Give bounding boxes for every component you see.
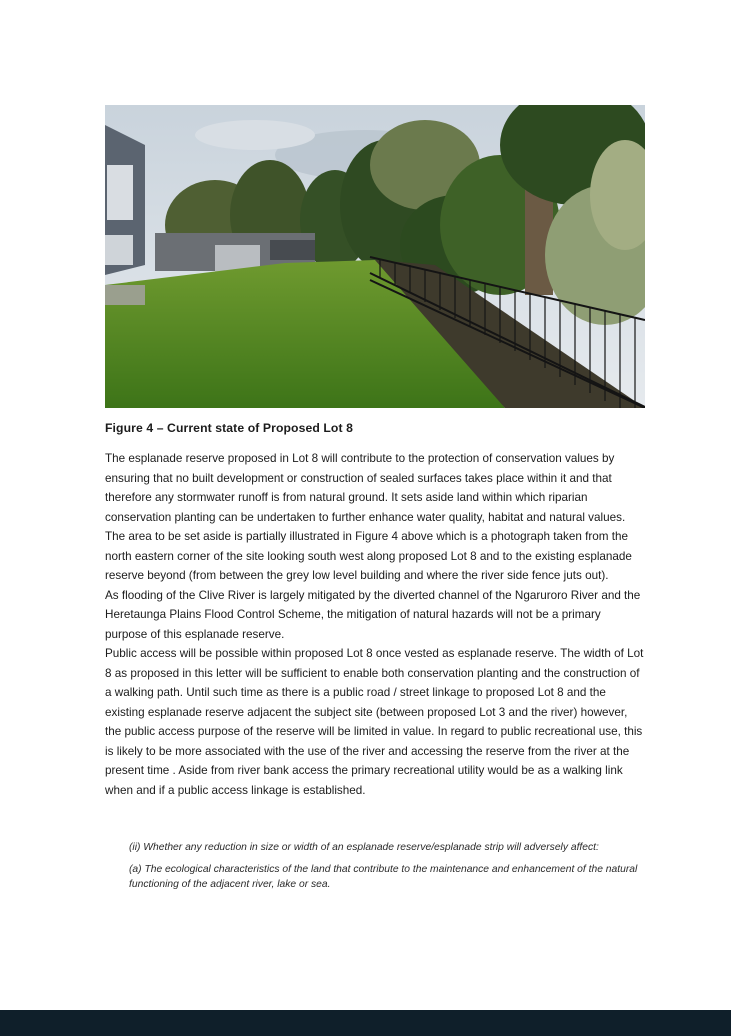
paragraph-flooding: As flooding of the Clive River is largely mitigated by the diverted channel of the Ngaruroro River and the Heretaunga Plains Flood Control Scheme, the mitigation of natural hazards will not be a primary purpose of this esplanade reserve.: [105, 588, 641, 641]
body-text: [105, 449, 645, 800]
quote-item-ii: (ii) Whether any reduction in size or width of an esplanade reserve/esplanade strip will adversely affect:: [129, 842, 599, 853]
lawn-fence-photo: [105, 105, 645, 408]
figure-caption: Figure 4 – Current state of Proposed Lot 8: [105, 421, 353, 435]
quote-item-a: (a) The ecological characteristics of the land that contribute to the maintenance and enhancement of the natural functioning of the adjacent river, lake or sea.: [129, 864, 638, 890]
paragraph-conservation: The esplanade reserve proposed in Lot 8 will contribute to the protection of conservation values by ensuring that no built development or construction of sealed surfaces takes place within it and that therefore any stormwater runoff is from natural ground. It sets aside land within which riparian conservation planting can be undertaken to further enhance water quality, habitat and natural values. The area to be set aside is partially illustrated in Figure 4 above which is a photograph taken from the north eastern corner of the site looking south west along proposed Lot 8 and to the existing esplanade reserve beyond (from between the grey low level building and where the river side fence juts out).: [105, 452, 632, 582]
criteria-quote: [129, 840, 649, 899]
footer-bar: [0, 1010, 731, 1036]
figure-4-photo: [105, 105, 645, 408]
paragraph-public-access: Public access will be possible within proposed Lot 8 once vested as esplanade reserve. The width of Lot 8 as proposed in this letter will be sufficient to enable both conservation planting and the construction of a walking path. Until such time as there is a public road / street linkage to proposed Lot 8 and the existing esplanade reserve adjacent the subject site (between proposed Lot 3 and the river) however, the public access purpose of the reserve will be limited in value. In regard to public recreational use, this is likely to be more associated with the use of the river and accessing the reserve from the river at the present time . Aside from river bank access the primary recreational utility would be as a walking link when and if a public access linkage is established.: [105, 647, 644, 797]
